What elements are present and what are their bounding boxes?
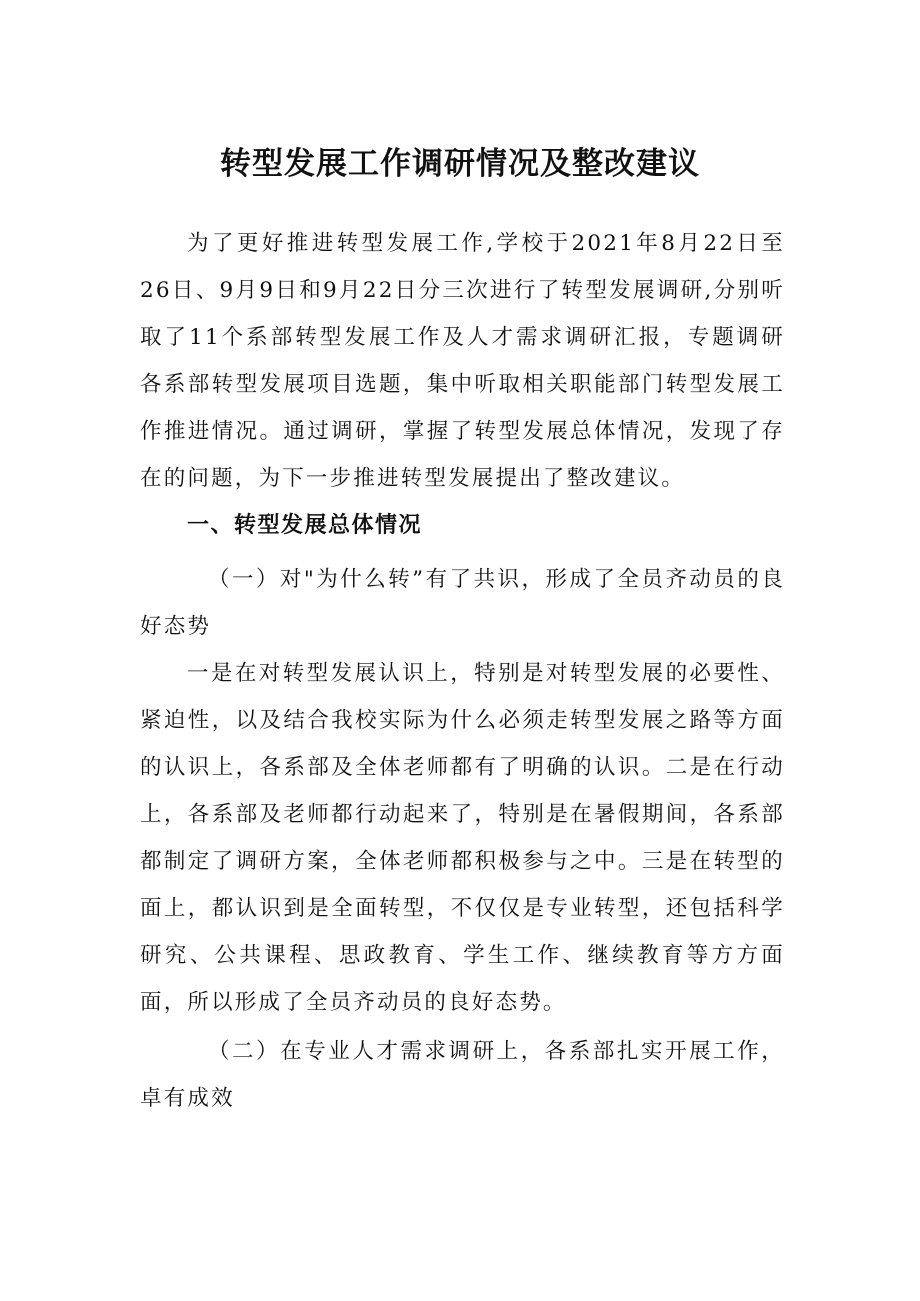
intro-paragraph: 为了更好推进转型发展工作,学校于2021年8月22日至26日、9月9日和9月22日分三次进行了转型发展调研,分别听取了11个系部转型发展工作及人才需求调研汇报，专题调研各系部转型发展项目选题，集中听取相关职能部门转型发展工作推进情况。通过调研，掌握了转型发展总体情况，发现了存在的问题，为下一步推进转型发展提出了整改建议。 — [140, 231, 785, 491]
body-paragraph-1: 一是在对转型发展认识上，特别是对转型发展的必要性、紧迫性，以及结合我校实际为什么必须走转型发展之路等方面的认识上，各系部及全体老师都有了明确的认识。二是在行动上，各系部及老师都行动起来了，特别是在暑假期间，各系部都制定了调研方案，全体老师都积极参与之中。三是在转型的面上，都认识到是全面转型，不仅仅是专业转型，还包括科学研究、公共课程、思政教育、学生工作、继续教育等方方面面，所以形成了全员齐动员的良好态势。 — [140, 661, 785, 1015]
subsection-heading-1: （一）对"为什么转”有了共识，形成了全员齐动员的良好态势 — [140, 567, 785, 639]
section-heading: 一、转型发展总体情况 — [187, 513, 423, 538]
document-title: 转型发展工作调研情况及整改建议 — [220, 146, 700, 182]
subsection-heading-2: （二）在专业人才需求调研上，各系部扎实开展工作，卓有成效 — [140, 1039, 785, 1111]
